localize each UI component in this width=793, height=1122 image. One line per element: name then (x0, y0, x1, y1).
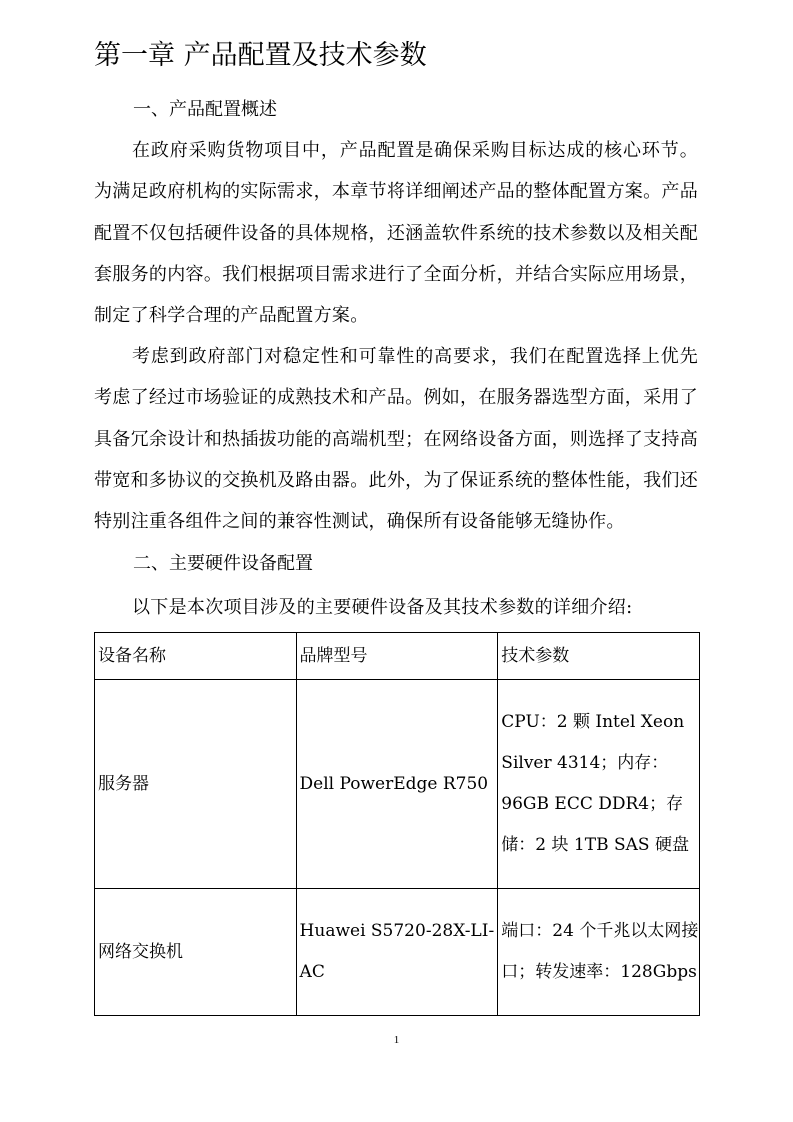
table-cell-device-name: 网络交换机 (95, 889, 297, 1016)
table-header-row (95, 633, 700, 680)
table-row (95, 680, 700, 889)
section-heading-overview: 一、产品配置概述 (133, 99, 277, 120)
chapter-title: 第一章 产品配置及技术参数 (94, 40, 427, 71)
table-row (95, 889, 700, 1016)
table-cell-device-name: 服务器 (95, 680, 297, 889)
table-cell-specs: 端口：24 个千兆以太网接口；转发速率：128Gbps (498, 889, 700, 1016)
table-header-cell: 品牌型号 (296, 633, 498, 680)
table-cell-model: Dell PowerEdge R750 (296, 680, 498, 889)
paragraph-overview-2: 考虑到政府部门对稳定性和可靠性的高要求，我们在配置选择上优先考虑了经过市场验证的成熟技术和产品。例如，在服务器选型方面，采用了具备冗余设计和热插拔功能的高端机型；在网络设备方面，则选择了支持高带宽和多协议的交换机及路由器。此外，为了保证系统的整体性能，我们还特别注重各组件之间的兼容性测试，确保所有设备能够无缝协作。 (94, 346, 698, 533)
paragraph-overview-1: 在政府采购货物项目中，产品配置是确保采购目标达成的核心环节。为满足政府机构的实际需求，本章节将详细阐述产品的整体配置方案。产品配置不仅包括硬件设备的具体规格，还涵盖软件系统的技术参数以及相关配套服务的内容。我们根据项目需求进行了全面分析，并结合实际应用场景，制定了科学合理的产品配置方案。 (94, 140, 698, 327)
page-number: 1 (393, 1034, 400, 1046)
hardware-spec-table (94, 632, 700, 1016)
table-header-cell: 设备名称 (95, 633, 297, 680)
table-header-cell: 技术参数 (498, 633, 700, 680)
paragraph-hardware-intro: 以下是本次项目涉及的主要硬件设备及其技术参数的详细介绍: (132, 597, 633, 618)
section-heading-hardware: 二、主要硬件设备配置 (133, 553, 313, 574)
table-cell-model: Huawei S5720-28X-LI-AC (296, 889, 498, 1016)
table-cell-specs: CPU：2 颗 Intel Xeon Silver 4314；内存：96GB ECC DDR4；存储：2 块 1TB SAS 硬盘 (498, 680, 700, 889)
